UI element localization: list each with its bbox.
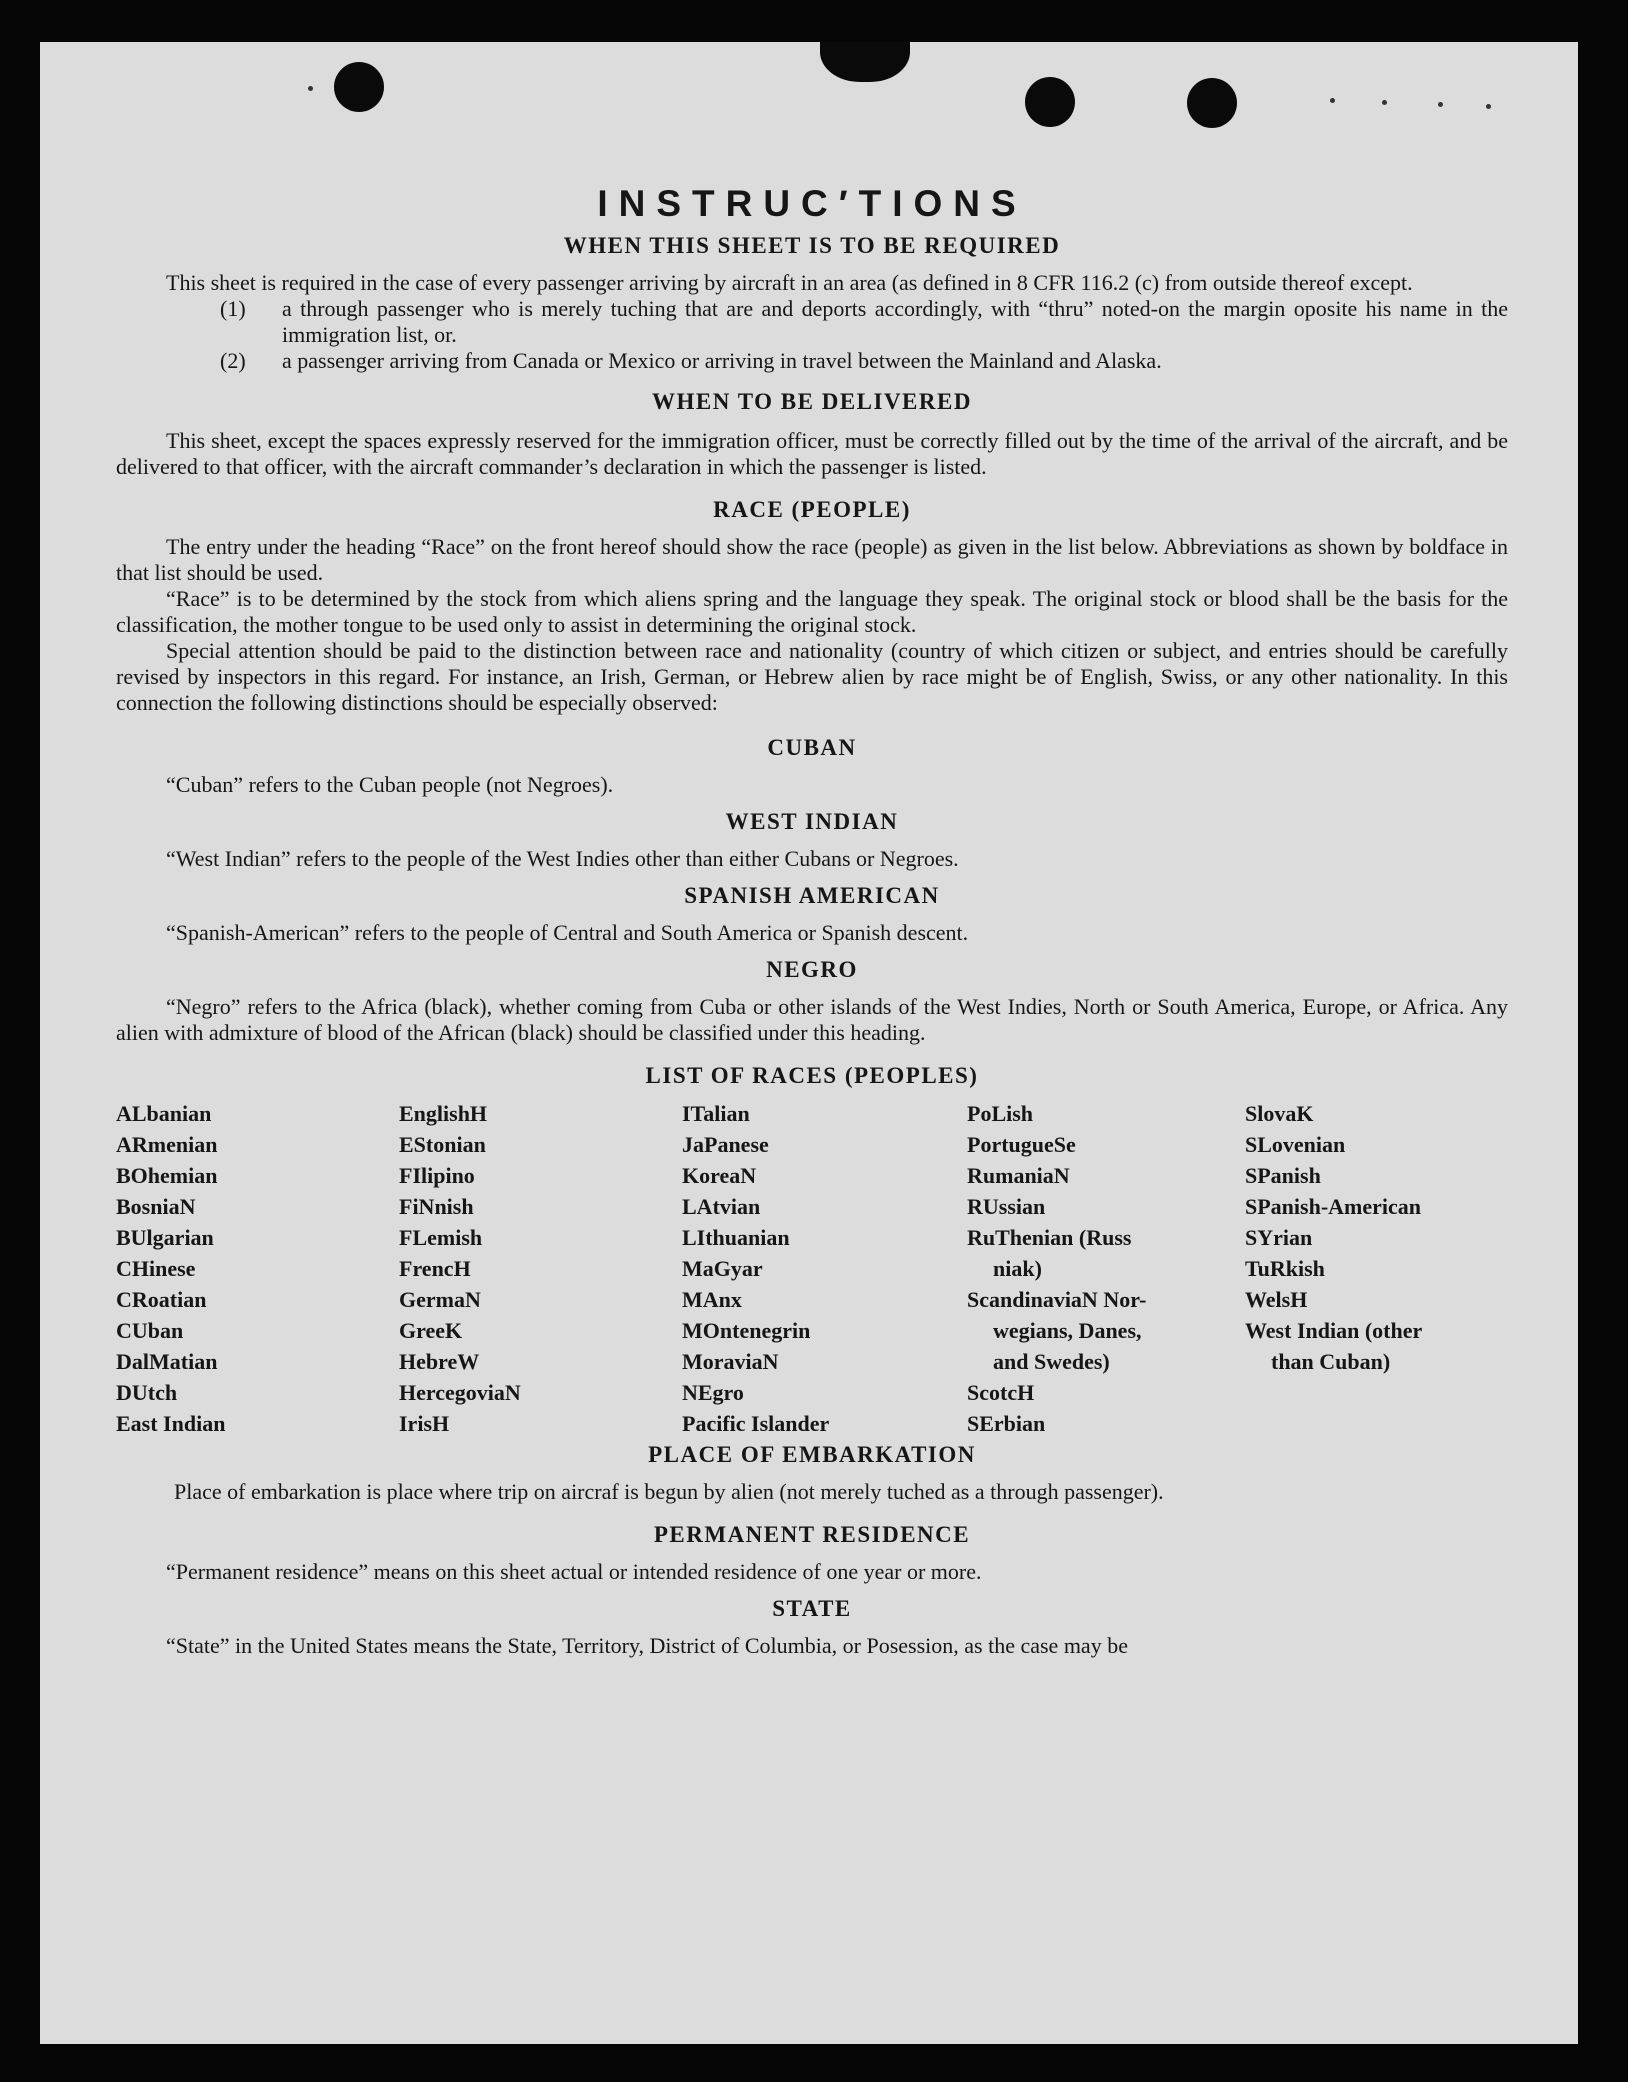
paragraph-spanish-american: “Spanish-American” refers to the people of Central and South America or Spanish descent.: [166, 920, 969, 945]
race-item-continued: niak): [993, 1256, 1042, 1281]
race-item: DalMatian: [116, 1349, 218, 1374]
race-item: RumaniaN: [967, 1163, 1070, 1188]
races-list: [116, 1098, 1508, 1439]
dot-mark: [1438, 102, 1443, 107]
paragraph-race-2: “Race” is to be determined by the stock from which aliens spring and the language they speak. The original stock or blood shall be the basis for the classification, the mother tongue to be used only to assist in determining the original stock.: [116, 586, 1508, 637]
race-item: LIthuanian: [682, 1225, 790, 1250]
list-item-2: [116, 348, 1508, 374]
dot-mark: [308, 86, 313, 91]
race-item: SYrian: [1245, 1225, 1313, 1250]
race-item: SlovaK: [1245, 1101, 1314, 1126]
paragraph-required: This sheet is required in the case of every passenger arriving by aircraft in an area (as defined in 8 CFR 116.2 (c) from outside thereof except.: [166, 270, 1413, 295]
paragraph-state: “State” in the United States means the State, Territory, District of Columbia, or Posession, as the case may be: [166, 1633, 1128, 1658]
race-item: IrisH: [399, 1411, 450, 1436]
race-item: ITalian: [682, 1101, 750, 1126]
heading-negro: NEGRO: [766, 957, 858, 982]
instructions-content: [116, 182, 1508, 1659]
dot-mark: [1486, 104, 1491, 109]
paragraph-race-3: Special attention should be paid to the distinction between race and nationality (country of which citizen or subject, and entries should be carefully revised by inspectors in this regard. For instance, an Irish, German, or Hebrew alien by race might be of English, Swiss, or any other nationality. In this connection the following distinctions should be especially observed:: [116, 638, 1508, 715]
race-item: HebreW: [399, 1349, 480, 1374]
race-item: SPanish-American: [1245, 1194, 1421, 1219]
punch-hole-3: [1187, 78, 1237, 128]
race-item: MaGyar: [682, 1256, 763, 1281]
race-item: KoreaN: [682, 1163, 757, 1188]
race-item: MOntenegrin: [682, 1318, 811, 1343]
paragraph-embarkation: Place of embarkation is place where trip on aircraf is begun by alien (not merely tuched as a through passenger).: [174, 1479, 1164, 1504]
heading-when-required: WHEN THIS SHEET IS TO BE REQUIRED: [563, 233, 1061, 258]
heading-when-delivered: WHEN TO BE DELIVERED: [652, 389, 972, 414]
race-item: TuRkish: [1245, 1256, 1325, 1281]
paragraph-race-1: The entry under the heading “Race” on the front hereof should show the race (people) as given in the list below. Abbreviations as shown by boldface in that list should be used.: [116, 534, 1508, 585]
races-column-5: [1245, 1098, 1508, 1439]
race-item: ALbanian: [116, 1101, 212, 1126]
punch-hole-1: [334, 62, 384, 112]
race-item: JaPanese: [682, 1132, 769, 1157]
race-item: CHinese: [116, 1256, 196, 1281]
heading-west-indian: WEST INDIAN: [725, 809, 899, 834]
race-item: NEgro: [682, 1380, 744, 1405]
list-item-number: (1): [220, 296, 246, 321]
dot-mark: [1330, 98, 1335, 103]
race-item: WelsH: [1245, 1287, 1308, 1312]
race-item: FLemish: [399, 1225, 483, 1250]
races-column-2: [399, 1098, 682, 1439]
torn-edge: [820, 42, 910, 82]
race-item: FrencH: [399, 1256, 471, 1281]
races-column-4: [967, 1098, 1245, 1439]
paragraph-delivered: This sheet, except the spaces expressly reserved for the immigration officer, must be correctly filled out by the time of the arrival of the aircraft, and be delivered to that officer, with the aircraft commander’s declaration in which the passenger is listed.: [116, 428, 1508, 479]
races-column-3: [682, 1098, 967, 1439]
race-item: PortugueSe: [967, 1132, 1076, 1157]
race-item: ScandinaviaN Nor-: [967, 1287, 1147, 1312]
race-item: BUlgarian: [116, 1225, 214, 1250]
page-title: INSTRUC′TIONS: [597, 183, 1027, 224]
heading-list-of-races: LIST OF RACES (PEOPLES): [645, 1063, 979, 1088]
race-item: SErbian: [967, 1411, 1046, 1436]
race-item: FiNnish: [399, 1194, 474, 1219]
race-item: West Indian (other: [1245, 1318, 1423, 1343]
race-item: Pacific Islander: [682, 1411, 830, 1436]
race-item-continued: and Swedes): [993, 1349, 1110, 1374]
list-item-1: [116, 296, 1508, 348]
race-item: EnglishH: [399, 1101, 488, 1126]
race-item: GreeK: [399, 1318, 463, 1343]
race-item: SLovenian: [1245, 1132, 1346, 1157]
race-item: ARmenian: [116, 1132, 218, 1157]
paragraph-west-indian: “West Indian” refers to the people of the West Indies other than either Cubans or Negroes.: [166, 846, 959, 871]
races-column-1: [116, 1098, 399, 1439]
punch-hole-2: [1025, 77, 1075, 127]
race-item: HercegoviaN: [399, 1380, 521, 1405]
list-item-number: (2): [220, 348, 246, 373]
race-item: RUssian: [967, 1194, 1046, 1219]
heading-spanish-american: SPANISH AMERICAN: [684, 883, 940, 908]
race-item: DUtch: [116, 1380, 178, 1405]
heading-state: STATE: [772, 1596, 852, 1621]
race-item: MAnx: [682, 1287, 742, 1312]
dot-mark: [1382, 100, 1387, 105]
race-item: MoraviaN: [682, 1349, 779, 1374]
race-item: ScotcH: [967, 1380, 1035, 1405]
race-item: BosniaN: [116, 1194, 196, 1219]
race-item: FIlipino: [399, 1163, 475, 1188]
race-item: LAtvian: [682, 1194, 761, 1219]
race-item-continued: wegians, Danes,: [993, 1318, 1142, 1343]
race-item: CRoatian: [116, 1287, 207, 1312]
list-item-text: a passenger arriving from Canada or Mexico or arriving in travel between the Mainland and Alaska.: [282, 348, 1162, 373]
heading-place-of-embarkation: PLACE OF EMBARKATION: [648, 1442, 976, 1467]
document-sheet: [40, 42, 1578, 2044]
paragraph-residence: “Permanent residence” means on this sheet actual or intended residence of one year or more.: [166, 1559, 982, 1584]
race-item: GermaN: [399, 1287, 481, 1312]
heading-cuban: CUBAN: [767, 735, 857, 760]
race-item: RuThenian (Russ: [967, 1225, 1132, 1250]
race-item: CUban: [116, 1318, 184, 1343]
paragraph-negro: “Negro” refers to the Africa (black), whether coming from Cuba or other islands of the West Indies, North or South America, Europe, or Africa. Any alien with admixture of blood of the African (black) should be classified under this heading.: [116, 994, 1508, 1045]
list-item-text: a through passenger who is merely tuching that are and deports accordingly, with “thru” noted-on the margin oposite his name in the immigration list, or.: [282, 296, 1508, 347]
race-item: SPanish: [1245, 1163, 1321, 1188]
race-item-continued: than Cuban): [1271, 1349, 1391, 1374]
heading-permanent-residence: PERMANENT RESIDENCE: [653, 1522, 971, 1547]
paragraph-cuban: “Cuban” refers to the Cuban people (not Negroes).: [166, 772, 614, 797]
race-item: BOhemian: [116, 1163, 218, 1188]
heading-race: RACE (PEOPLE): [713, 497, 911, 522]
race-item: PoLish: [967, 1101, 1034, 1126]
race-item: East Indian: [116, 1411, 226, 1436]
race-item: EStonian: [399, 1132, 486, 1157]
